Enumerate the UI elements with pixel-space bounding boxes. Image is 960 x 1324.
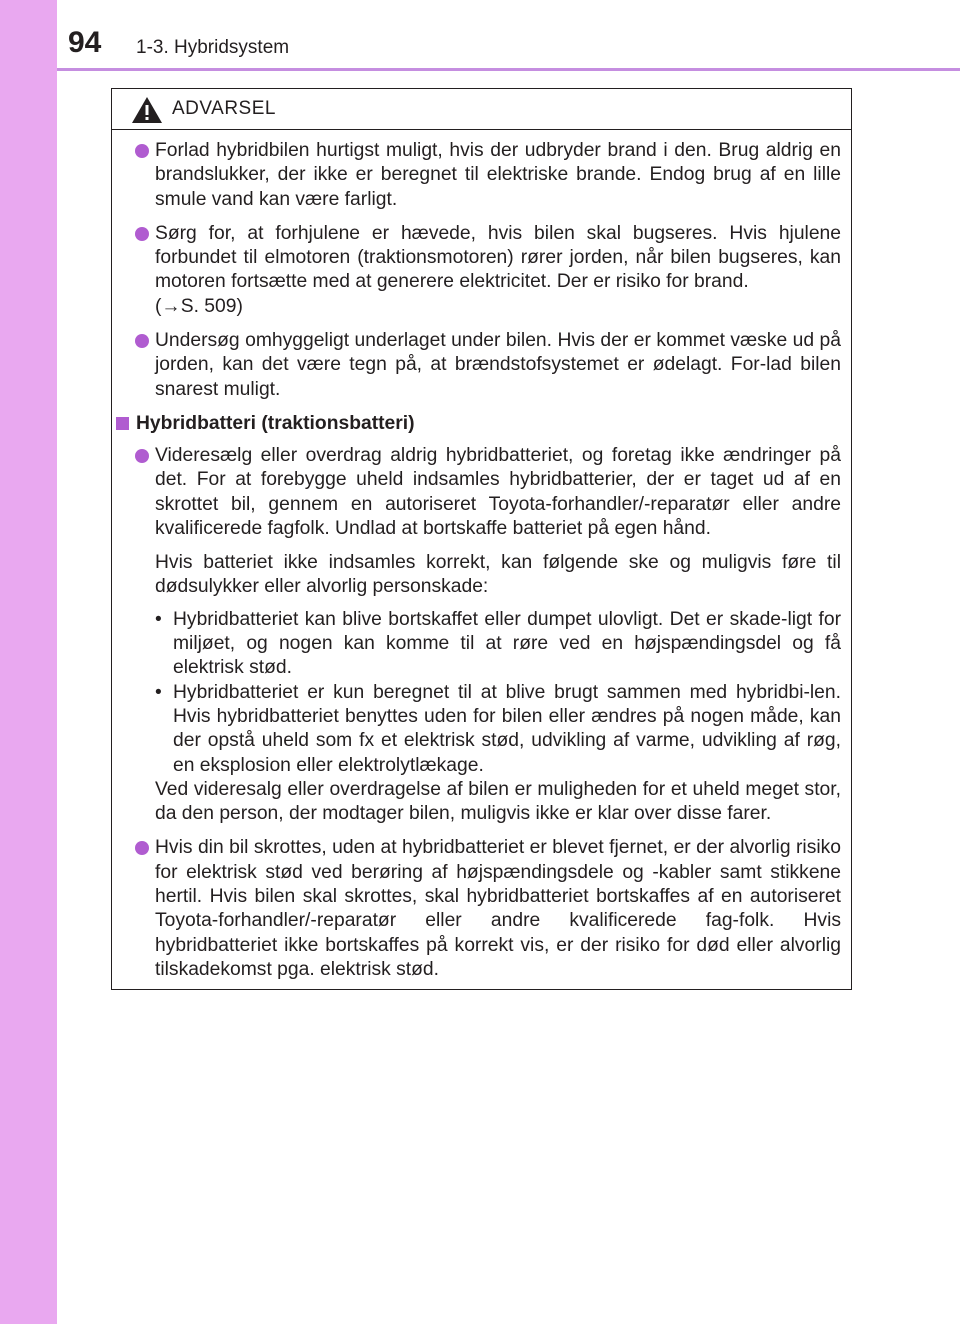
warning-item-text: Forlad hybridbilen hurtigst muligt, hvis der udbryder brand i den. Brug aldrig en brandslukker, der ikke er beregnet til elektriske brande. Endog brug af en lille smule vand kan være farligt. bbox=[155, 140, 841, 210]
sub-list-item bbox=[155, 681, 841, 778]
battery-resale-text: Ved videresalg eller overdragelse af bilen er muligheden for et uheld meget stor, da den person, der modtager bilen, muligvis ikke er klar over disse farer. bbox=[155, 778, 841, 825]
warning-header bbox=[112, 89, 851, 130]
sub-list-item bbox=[155, 608, 841, 681]
header-rule bbox=[57, 68, 960, 71]
warning-item-text: Sørg for, at forhjulene er hævede, hvis bilen skal bugseres. Hvis hjulene forbundet til elmotoren (traktionsmotoren) rører jorden, når bilen bugseres, kan motoren fortsætte med at generere elektricitet. Der er risiko for brand. bbox=[155, 222, 841, 293]
warning-item-fire bbox=[112, 139, 851, 212]
battery-consequence-text: Hvis batteriet ikke indsamles korrekt, kan følgende ske og muligvis føre til dødsulykker eller alvorlig personskade: bbox=[155, 552, 841, 598]
page-reference[interactable]: (→S. 509) bbox=[155, 295, 243, 317]
bullet-icon bbox=[135, 227, 149, 241]
warning-item-text: Hvis din bil skrottes, uden at hybridbatteriet er blevet fjernet, er der alvorlig risiko for elektrisk stød ved berøring af højspændingsdele og -kabler samt stikkene hertil. Hvis bilen skal skrottes, skal hybridbatteriet bortskaffes af en autoriseret Toyota-forhandler/-reparatør eller andre kvalificerede fag-folk. Hvis hybridbatteriet ikke bortskaffes på korrekt vis, er der risiko for død eller alvorlig tilskadekomst pga. elektrisk stød. bbox=[155, 837, 841, 980]
battery-item-text: Videresælg eller overdrag aldrig hybridbatteriet, og foretag ikke ændringer på det. For at forebygge uheld indsamles hybridbatterier, der er taget ud af en skrottet bil, gennem en autoriseret Toyota-forhandler/-reparatør eller andre kvalificerede fagfolk. Undlad at bortskaffe batteriet på egen hånd. bbox=[155, 444, 841, 539]
battery-heading-text: Hybridbatteri (traktionsbatteri) bbox=[136, 412, 415, 434]
dot-bullet-icon: • bbox=[155, 608, 162, 630]
bullet-icon bbox=[135, 449, 149, 463]
warning-content bbox=[112, 139, 851, 992]
square-bullet-icon bbox=[116, 417, 129, 430]
warning-box bbox=[111, 88, 852, 990]
sub-item-text: Hybridbatteriet er kun beregnet til at blive brugt sammen med hybridbi-len. Hvis hybridbatteriet benyttes uden for bilen eller ændres på nogen måde, kan der opstå uheld som fx et elektrisk stød, udvikling af varme, udvikling af røg, en eksplosion eller elektrolytlækage. bbox=[173, 681, 841, 776]
page-number: 94 bbox=[68, 26, 102, 59]
dot-bullet-icon: • bbox=[155, 681, 162, 703]
warning-item-ground bbox=[112, 329, 851, 402]
warning-label: ADVARSEL bbox=[172, 98, 276, 119]
warning-triangle-icon bbox=[131, 96, 163, 124]
section-title: 1-3. Hybridsystem bbox=[136, 37, 290, 58]
bullet-icon bbox=[135, 144, 149, 158]
sub-item-text: Hybridbatteriet kan blive bortskaffet eller dumpet ulovligt. Det er skade-ligt for miljøet, og nogen kan komme til at røre ved en højspændingsdel og få elektrisk stød. bbox=[173, 608, 841, 679]
warning-item-battery bbox=[112, 444, 851, 826]
warning-item-scrapping bbox=[112, 836, 851, 982]
warning-item-text: Undersøg omhyggeligt underlaget under bilen. Hvis der er kommet væske ud på jorden, kan det være tegn på, at brændstofsystemet er ødelagt. For-lad bilen snarest muligt. bbox=[155, 330, 841, 400]
battery-heading bbox=[112, 412, 851, 436]
side-color-band bbox=[0, 0, 57, 1324]
warning-item-towing bbox=[112, 222, 851, 319]
bullet-icon bbox=[135, 334, 149, 348]
bullet-icon bbox=[135, 841, 149, 855]
